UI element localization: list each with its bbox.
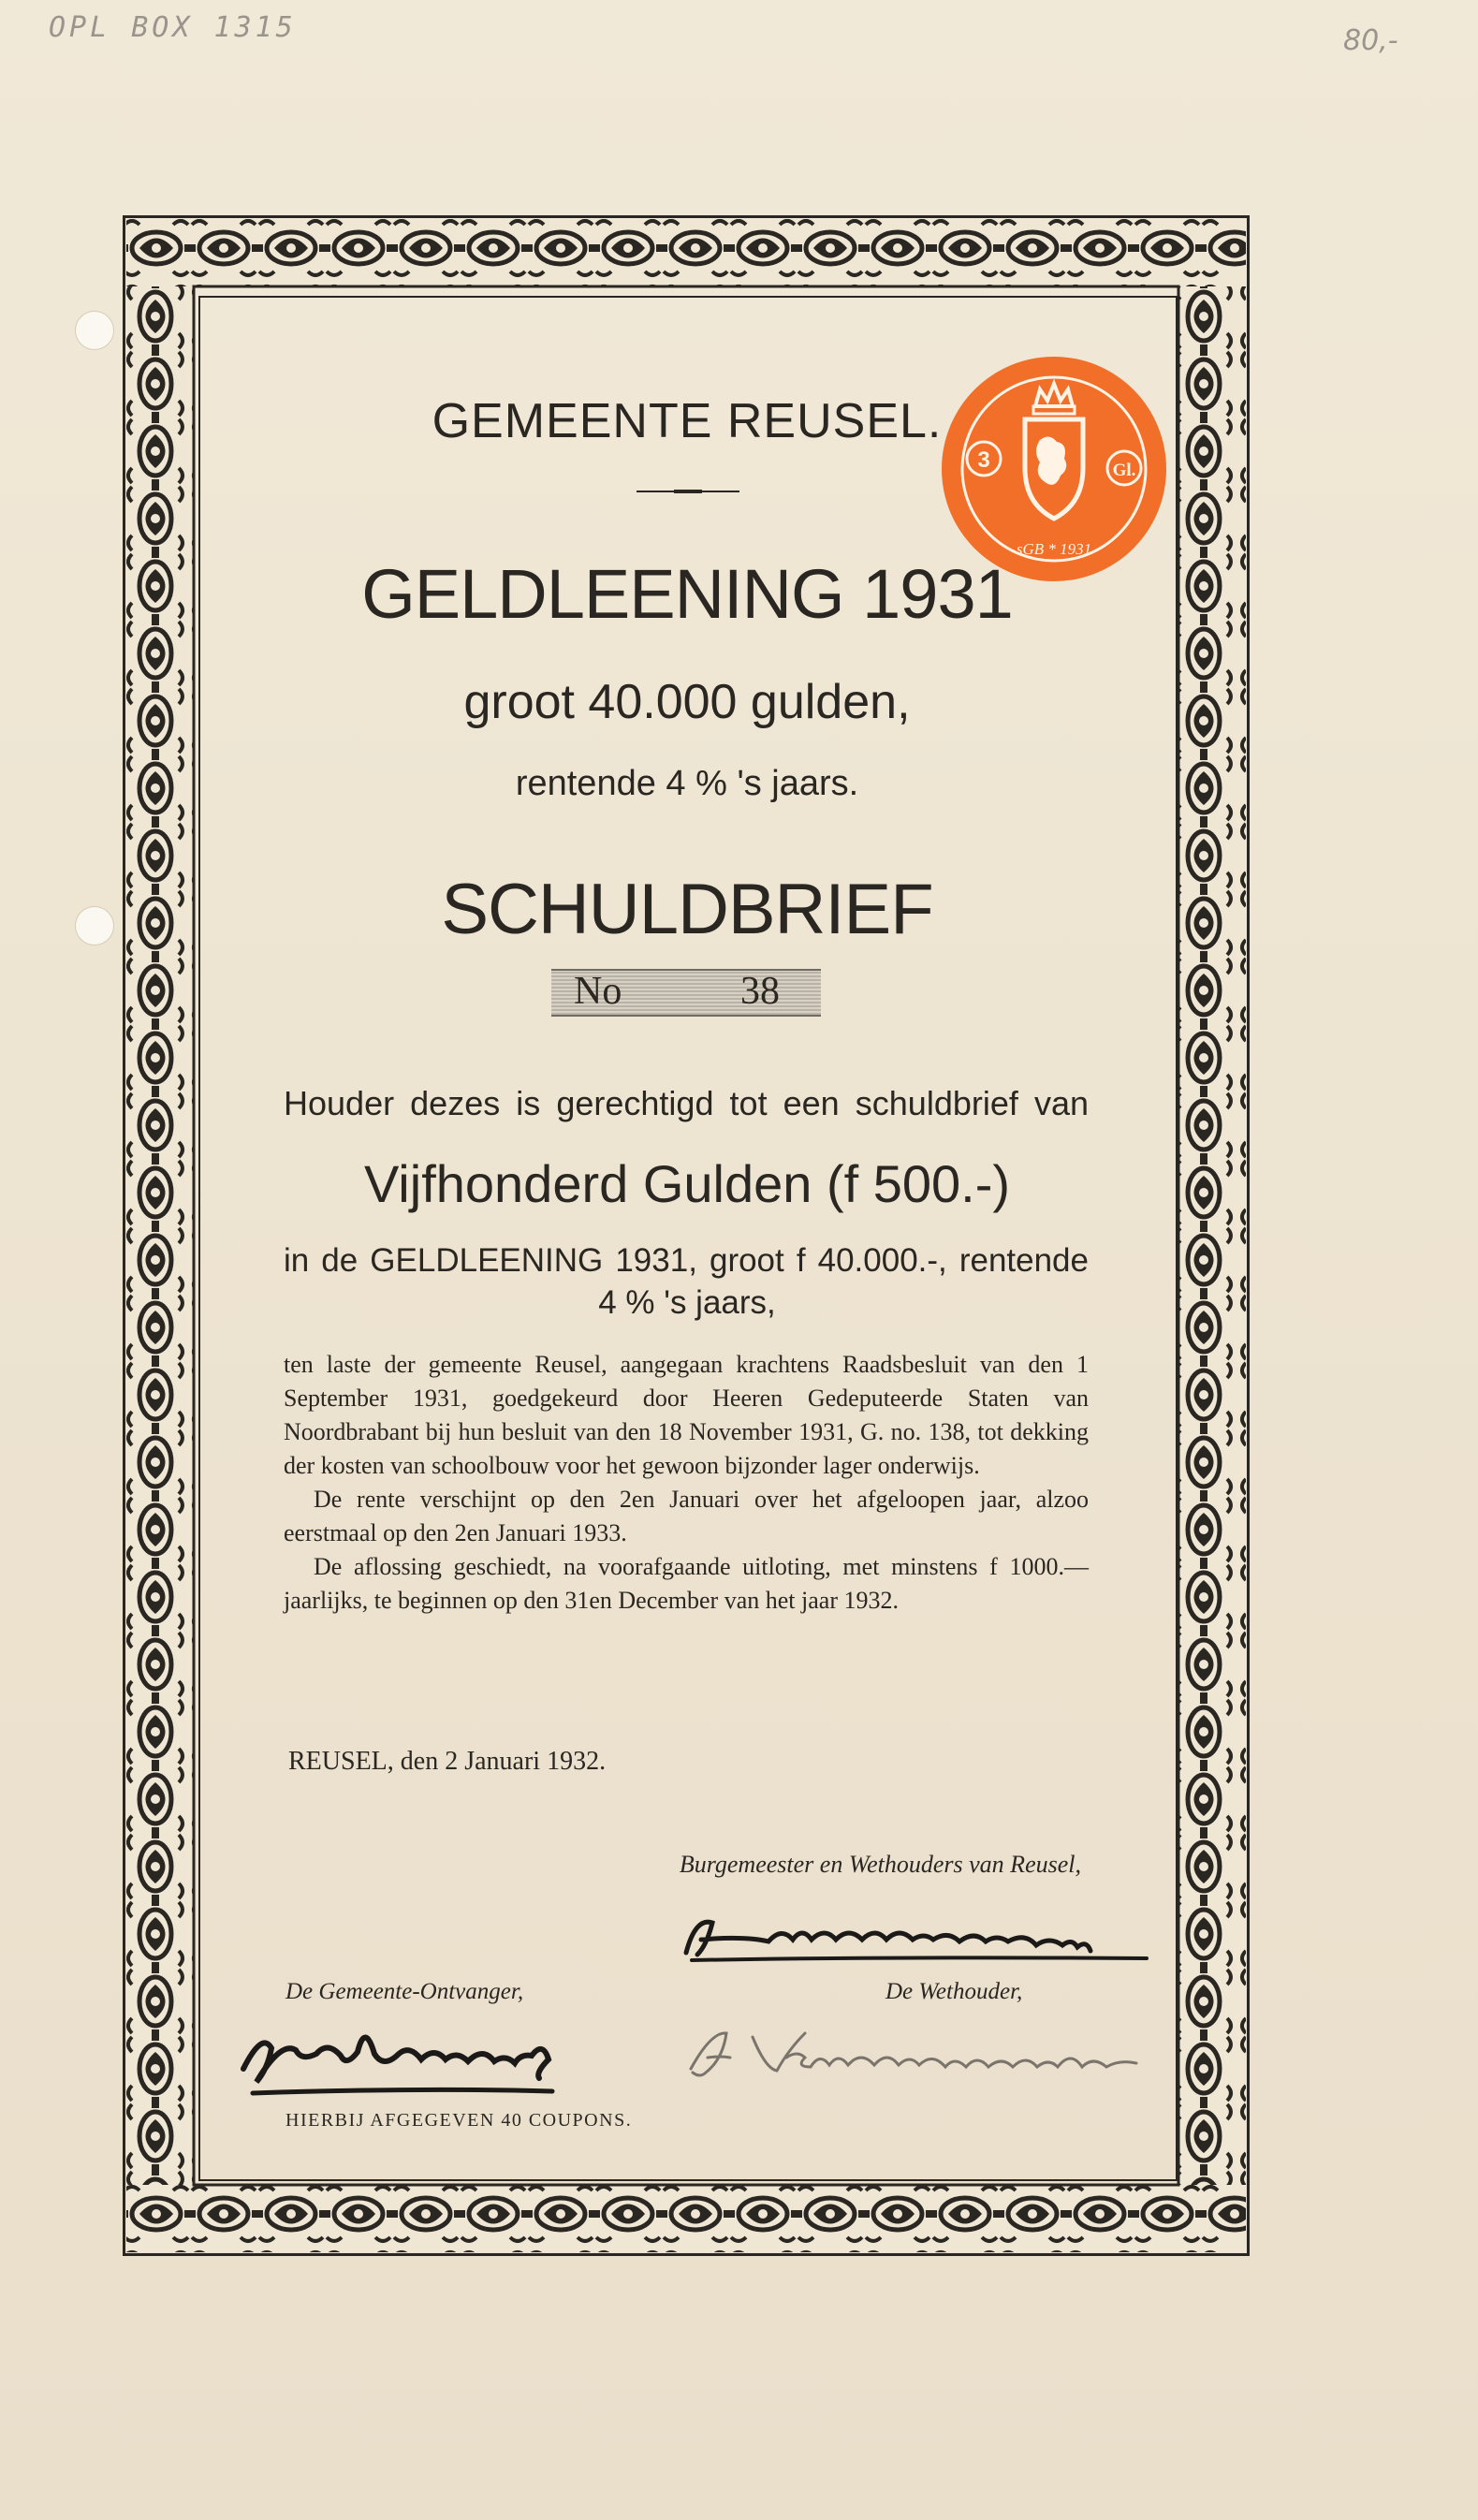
pencil-note-price: 80,- xyxy=(1343,24,1398,57)
place-date: REUSEL, den 2 Januari 1932. xyxy=(288,1747,607,1776)
alderman-label: De Wethouder, xyxy=(885,1979,1023,2004)
paragraph-interest: De rente verschijnt op den 2en Januari over het afgeloopen jaar, alzoo eerstmaal op den 2en Januari 1933. xyxy=(284,1486,1089,1546)
pencil-note-archive: OPL BOX 1315 xyxy=(49,11,297,44)
mayor-signature xyxy=(679,1898,1165,1973)
signatory-body: Burgemeester en Wethouders van Reusel, xyxy=(679,1851,1081,1878)
stamp-currency-text: Gl. xyxy=(1112,461,1136,480)
paragraph-redemption: De aflossing geschiedt, na voorafgaande uitloting, met minstens f 1000.— jaarlijks, te beginnen op den 31en December van het jaar 1932. xyxy=(284,1553,1089,1614)
principal-amount: Vijfhonderd Gulden (f 500.-) xyxy=(363,1154,1011,1213)
punch-hole-bottom xyxy=(75,906,114,945)
receiver-signature xyxy=(234,2013,608,2106)
receiver-label: De Gemeente-Ontvanger, xyxy=(285,1979,524,2004)
title-divider xyxy=(637,490,739,493)
certificate-number: 38 xyxy=(740,970,780,1013)
loan-size: groot 40.000 gulden, xyxy=(463,675,911,729)
paragraph-legal-basis: ten laste der gemeente Reusel, aangegaan krachtens Raadsbesluit van den 1 September 1931, goedgekeurd door Heeren Gedeputeerde Staten van Noordbrabant bij hun besluit van den 18 November 1931, G. no. 138, tot dekking der kosten van schoolbouw voor het gewoon bijzonder lager onderwijs. xyxy=(284,1351,1089,1479)
interest-rate: rentende 4 % 's jaars. xyxy=(515,764,859,803)
terms-line-1: in de GELDLEENING 1931, groot f 40.000.-, rentende xyxy=(284,1242,1089,1279)
certificate-number-box xyxy=(551,969,821,1017)
number-label: No xyxy=(574,970,622,1013)
stamp-year-text: sGB * 1931 xyxy=(1016,540,1092,558)
issuer-title: GEMEENTE REUSEL. xyxy=(432,394,943,448)
alderman-signature xyxy=(674,2013,1161,2097)
loan-title: GELDLEENING 1931 xyxy=(361,555,1013,633)
coupons-note: HIERBIJ AFGEGEVEN 40 COUPONS. xyxy=(285,2110,633,2131)
terms-line-2: 4 % 's jaars, xyxy=(598,1284,776,1321)
body-paragraphs xyxy=(284,1348,1089,1618)
holder-intro: Houder dezes is gerechtigd tot een schuldbrief van xyxy=(284,1084,1089,1122)
punch-hole-top xyxy=(75,311,114,350)
stamp-value-text: 3 xyxy=(977,447,990,473)
revenue-stamp xyxy=(939,354,1169,584)
document-type: SCHULDBRIEF xyxy=(441,870,933,949)
